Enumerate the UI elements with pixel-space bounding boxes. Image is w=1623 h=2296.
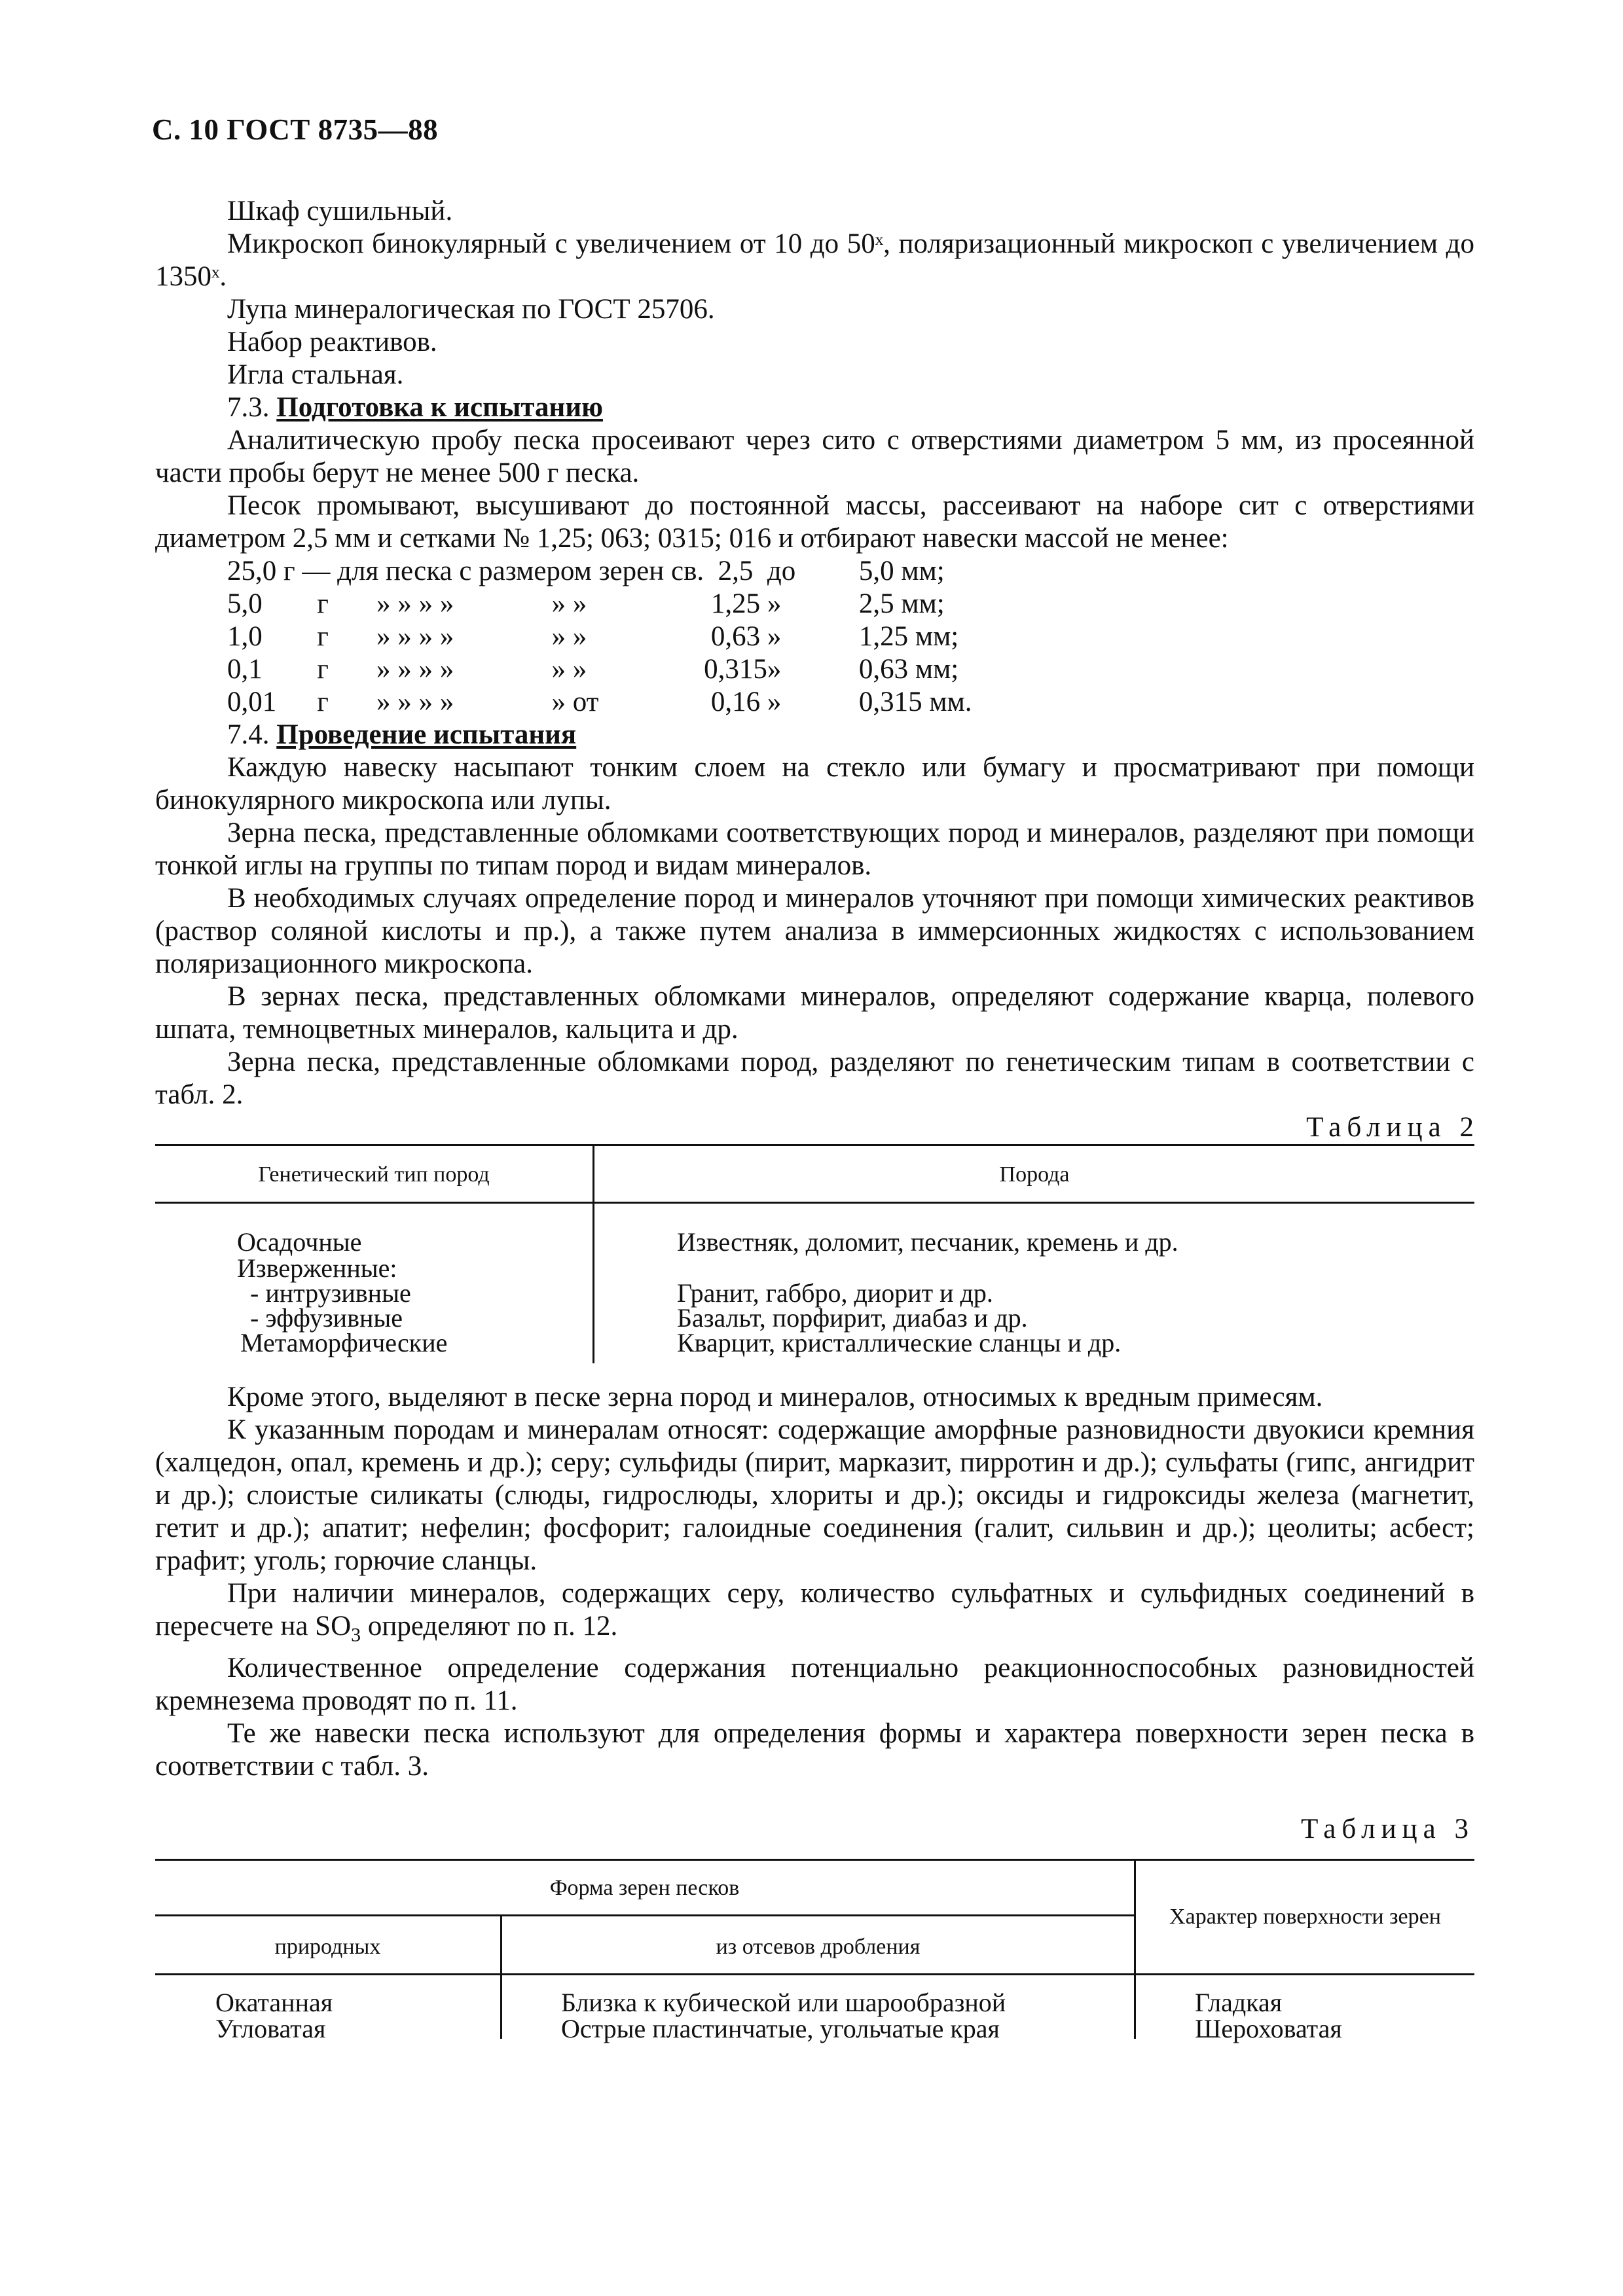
paragraph: Аналитическую пробу песка просеивают через сито с отверстиями диаметром 5 мм, из просеянной части пробы берут не менее 500 г песка. bbox=[155, 425, 1474, 488]
table2-cell-type: Изверженные: bbox=[237, 1253, 397, 1283]
table2-cell-rock: Кварцит, кристаллические сланцы и др. bbox=[677, 1328, 1122, 1357]
mass-row bbox=[227, 555, 972, 588]
body-text-2 bbox=[155, 1381, 1474, 1783]
mass-cell: 0,63 bbox=[710, 621, 761, 652]
table2-cell-rock: Гранит, габбро, диорит и др. bbox=[677, 1278, 993, 1308]
mass-cell: 1,25 мм; bbox=[858, 621, 959, 652]
table2-cell-type: Метаморфические bbox=[240, 1328, 448, 1357]
table-3 bbox=[155, 1859, 1474, 2043]
table3-caption: Таблица 3 bbox=[1301, 1814, 1474, 1844]
table2-cell-type: - интрузивные bbox=[250, 1278, 411, 1308]
paragraph: В необходимых случаях определение пород и минералов уточняют при помощи химических реактивов (раствор соляной кислоты и пр.), а также путем анализа в иммерсионных жидкостях с использованием поляризационного микроскопа. bbox=[155, 883, 1474, 979]
mass-row bbox=[227, 588, 972, 620]
table3-cell: Гладкая bbox=[1195, 1988, 1283, 2017]
mass-cell: 1,0 bbox=[227, 621, 263, 652]
paragraph: В зернах песка, представленных обломками минералов, определяют содержание кварца, полевого шпата, темноцветных минералов, кальцита и др. bbox=[155, 981, 1474, 1045]
mass-cell: » » bbox=[551, 654, 587, 685]
mass-cell: 0,16 bbox=[710, 687, 761, 717]
table2-cell-rock: Известняк, доломит, песчаник, кремень и др. bbox=[677, 1227, 1178, 1257]
paragraph: При наличии минералов, содержащих серу, количество сульфатных и сульфидных соединений в пересчете на $SO_3$ определяют по п. 12. bbox=[155, 1578, 1474, 1646]
paragraph: Кроме этого, выделяют в песке зерна пород и минералов, относимых к вредным примесям. bbox=[227, 1382, 1323, 1412]
page-header: С. 10 ГОСТ 8735—88 bbox=[152, 113, 439, 146]
paragraph: К указанным породам и минералам относят: содержащие аморфные разновидности двуокиси кремния (халцедон, опал, кремень и др.); серу; сульфиды (пирит, марказит, пирротин и др.); сульфаты (гипс, ангидрит и др.); слоистые силикаты (слюды, гидрослюды, хлориты и др.); оксиды и гидроксиды железа (магнетит, гетит и др.); апатит; нефелин; фосфорит; галоидные соединения (галит, сильвин и др.); цеолиты; асбест; графит; уголь; горючие сланцы. bbox=[155, 1414, 1474, 1576]
table-2 bbox=[155, 1144, 1474, 1363]
mass-row bbox=[227, 620, 972, 653]
table3-group-header: Форма зерен песков bbox=[549, 1876, 740, 1900]
mass-cell: 2,5 bbox=[718, 556, 754, 586]
section-heading bbox=[155, 391, 1474, 424]
mass-cell: 2,5 мм; bbox=[858, 588, 945, 619]
section-heading bbox=[155, 719, 1474, 751]
table2-cell-type: - эффузивные bbox=[250, 1303, 403, 1333]
mass-cell: 0,315 мм. bbox=[858, 687, 972, 717]
section-number: 7.4. bbox=[227, 719, 270, 750]
table3-cell: Острые пластинчатые, угольчатые края bbox=[561, 2014, 1000, 2043]
mass-cell: » » » » bbox=[376, 687, 454, 717]
mass-cell: 5,0 bbox=[227, 588, 263, 619]
paragraph: Зерна песка, представленные обломками пород, разделяют по генетическим типам в соответствии с табл. 2. bbox=[155, 1047, 1474, 1110]
mass-cell: 1,25 bbox=[710, 588, 761, 619]
mass-cell: 0,1 bbox=[227, 654, 263, 685]
mass-cell: » bbox=[767, 588, 782, 619]
paragraph: Игла стальная. bbox=[227, 359, 404, 390]
paragraph: Микроскоп бинокулярный с увеличением от 10 до 50ˣ, поляризационный микроскоп с увеличением до 1350ˣ. bbox=[155, 228, 1474, 292]
table3-cell: Шероховатая bbox=[1195, 2014, 1342, 2043]
mass-cell: 5,0 мм; bbox=[858, 556, 945, 586]
table2-header-type: Генетический тип пород bbox=[258, 1162, 490, 1187]
paragraph: Те же навески песка используют для определения формы и характера поверхности зерен песка в соответствии с табл. 3. bbox=[155, 1717, 1474, 1782]
paragraph: Зерна песка, представленные обломками соответствующих пород и минералов, разделяют при помощи тонкой иглы на группы по типам пород и видам минералов. bbox=[155, 817, 1474, 881]
table2-cell-rock: Базальт, порфирит, диабаз и др. bbox=[677, 1303, 1028, 1333]
mass-cell: 0,63 мм; bbox=[858, 654, 959, 685]
mass-cell: » от bbox=[551, 687, 599, 717]
mass-cell: » » bbox=[551, 621, 587, 652]
paragraph: Количественное определение содержания потенциально реакционноспособных разновидностей кремнезема проводят по п. 11. bbox=[155, 1652, 1474, 1716]
mass-cell: » bbox=[767, 654, 782, 685]
section-title: Подготовка к испытанию bbox=[276, 392, 603, 423]
paragraph: Песок промывают, высушивают до постоянной массы, рассеивают на наборе сит с отверстиями диаметром 2,5 мм и сетками № 1,25; 063; 0315; 016 и отбирают навески массой не менее: bbox=[155, 490, 1474, 554]
mass-cell: » bbox=[767, 621, 782, 652]
table3-subheader-natural: природных bbox=[274, 1935, 381, 1959]
paragraph: Шкаф сушильный. bbox=[227, 196, 453, 226]
table2-caption: Таблица 2 bbox=[1306, 1112, 1480, 1143]
mass-cell: до bbox=[767, 556, 796, 586]
mass-cell: » » » » bbox=[376, 621, 454, 652]
mass-cell: » » » » bbox=[376, 588, 454, 619]
mass-cell: 0,01 bbox=[227, 687, 277, 717]
table3-cell: Близка к кубической или шарообразной bbox=[561, 1988, 1006, 2017]
table3-header-surface: Характер поверхности зерен bbox=[1169, 1905, 1441, 1929]
mass-cell: г bbox=[317, 621, 329, 652]
mass-cell: » » bbox=[551, 588, 587, 619]
body-text bbox=[155, 195, 1480, 1144]
mass-cell: » bbox=[767, 687, 782, 717]
section-number: 7.3. bbox=[227, 392, 270, 423]
table3-cell: Окатанная bbox=[215, 1988, 333, 2017]
mass-row bbox=[227, 653, 972, 686]
mass-cell: 0,315 bbox=[704, 654, 767, 685]
sample-mass-list bbox=[227, 555, 972, 719]
table3-subheader-crushed: из отсевов дробления bbox=[716, 1935, 921, 1959]
mass-cell: г bbox=[317, 687, 329, 717]
mass-row bbox=[227, 686, 972, 719]
table2-header-rock: Порода bbox=[999, 1162, 1070, 1187]
table2-cell-type: Осадочные bbox=[237, 1227, 362, 1257]
mass-cell: г bbox=[317, 654, 329, 685]
mass-cell: » » » » bbox=[376, 654, 454, 685]
paragraph: Набор реактивов. bbox=[227, 327, 437, 357]
section-title: Проведение испытания bbox=[276, 719, 577, 750]
table3-cell: Угловатая bbox=[215, 2014, 326, 2043]
paragraph: Лупа минералогическая по ГОСТ 25706. bbox=[227, 294, 715, 325]
mass-cell: г bbox=[317, 588, 329, 619]
paragraph: Каждую навеску насыпают тонким слоем на стекло или бумагу и просматривают при помощи бинокулярного микроскопа или лупы. bbox=[155, 752, 1474, 816]
mass-cell: 25,0 г — для песка с размером зерен св. bbox=[227, 556, 704, 586]
